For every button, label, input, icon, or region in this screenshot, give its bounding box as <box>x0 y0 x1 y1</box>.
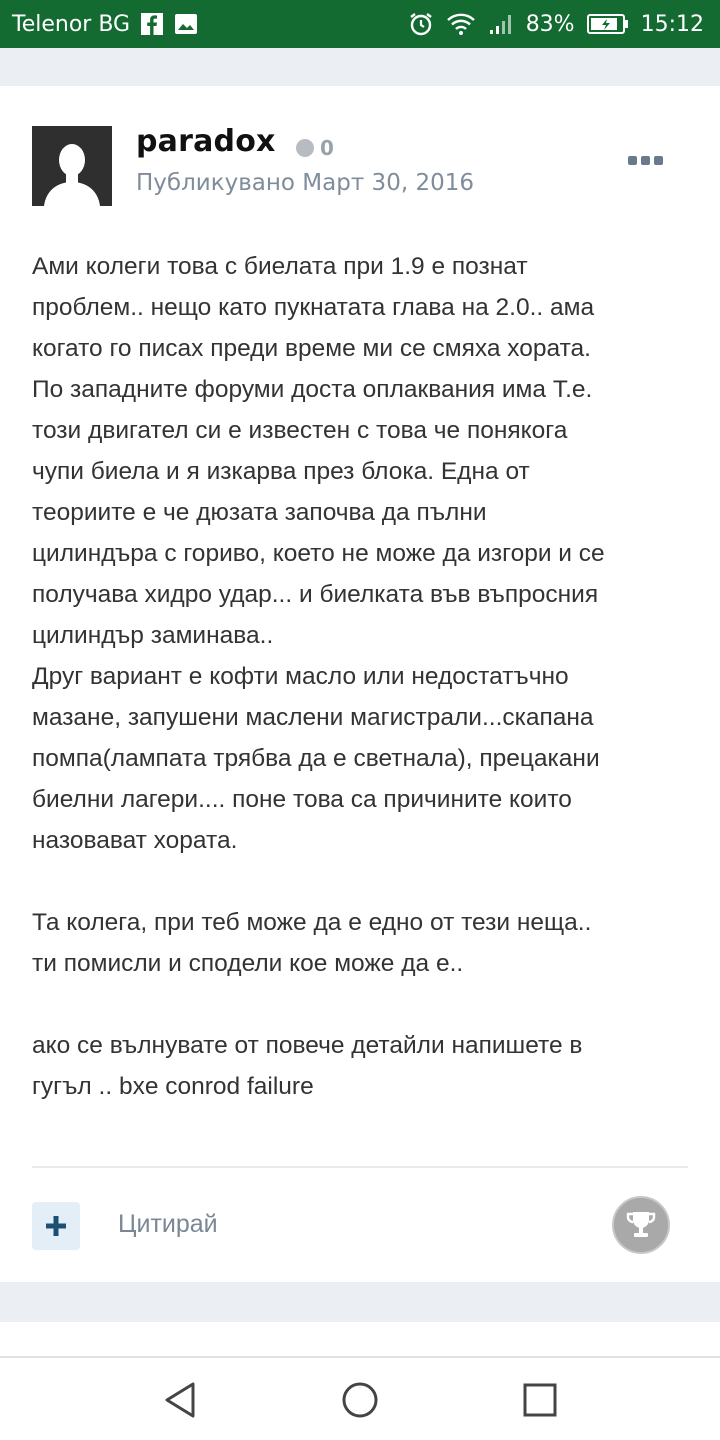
reputation-count: 0 <box>320 136 334 160</box>
status-bar <box>0 0 720 48</box>
back-button[interactable] <box>156 1376 204 1424</box>
post-body-blank-line <box>32 861 692 902</box>
reputation-dot-icon <box>296 139 314 157</box>
image-icon <box>174 12 198 36</box>
post-card <box>0 86 720 1282</box>
post-body-line: помпа(лампата трябва да е светнала), прецакани <box>32 745 600 772</box>
post-body-line: назовават хората. <box>32 827 238 854</box>
back-triangle-icon <box>160 1380 200 1420</box>
post-body <box>32 246 692 1107</box>
reputation-badge <box>296 136 334 160</box>
post-body-line: Та колега, при теб може да е едно от тези неща.. <box>32 909 592 936</box>
clock: 15:12 <box>640 11 704 37</box>
more-options-icon[interactable] <box>628 152 668 168</box>
plus-icon <box>44 1214 68 1238</box>
battery-percent: 83% <box>525 11 575 37</box>
post-body-line: мазане, запушени маслени магистрали...скапана <box>32 704 594 731</box>
post-body-line: ти помисли и сподели кое може да е.. <box>32 950 464 977</box>
home-circle-icon <box>340 1380 380 1420</box>
recents-square-icon <box>520 1380 560 1420</box>
trophy-icon <box>612 1196 670 1254</box>
post-body-line: По западните форуми доста оплаквания има Т.е. <box>32 376 593 403</box>
quote-button[interactable]: Цитирай <box>118 1210 218 1238</box>
post-body-line: Друг вариант е кофти масло или недостатъчно <box>32 663 569 690</box>
post-body-line: цилиндъра с гориво, което не може да изгори и се <box>32 540 605 567</box>
post-body-blank-line <box>32 984 692 1025</box>
post-body-line: чупи биела и я изкарва през блока. Една от <box>32 458 530 485</box>
post-body-line: Ами колеги това с биелата при 1.9 е познат <box>32 253 528 280</box>
author-name[interactable]: paradox <box>136 124 276 159</box>
recents-button[interactable] <box>516 1376 564 1424</box>
battery-icon <box>587 13 629 35</box>
multiquote-plus-button[interactable] <box>32 1202 80 1250</box>
signal-icon <box>488 12 514 36</box>
post-body-line: проблем.. нещо като пукнатата глава на 2.0.. ама <box>32 294 595 321</box>
home-button[interactable] <box>336 1376 384 1424</box>
post-body-line: теориите е че дюзата започва да пълни <box>32 499 487 526</box>
avatar[interactable] <box>32 126 112 206</box>
post-body-line: този двигател си е известен с това че понякога <box>32 417 568 444</box>
default-user-icon <box>32 126 112 206</box>
post-body-line: гугъл .. bxe conrod failure <box>32 1073 314 1100</box>
facebook-icon <box>140 12 164 36</box>
divider <box>32 1166 688 1168</box>
next-post-card <box>0 1322 720 1358</box>
post-body-line: биелни лагери.... поне това са причините които <box>32 786 572 813</box>
carrier-label: Telenor BG <box>12 11 131 37</box>
navigation-bar <box>0 1356 720 1440</box>
post-body-line: когато го писах преди време ми се смяха хората. <box>32 335 591 362</box>
wifi-icon <box>446 12 476 36</box>
post-body-line: получава хидро удар... и биелката във въпросния <box>32 581 599 608</box>
post-body-line: цилиндър заминава.. <box>32 622 274 649</box>
post-date[interactable]: Публикувано Март 30, 2016 <box>136 170 474 196</box>
alarm-icon <box>408 11 434 37</box>
post-body-line: ако се вълнувате от повече детайли напишете в <box>32 1032 583 1059</box>
